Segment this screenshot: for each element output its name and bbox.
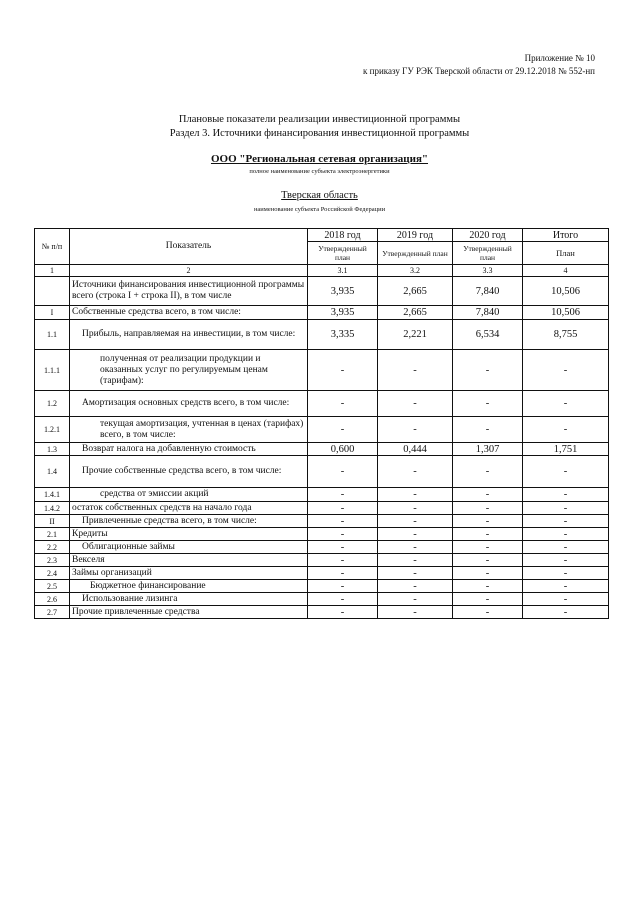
header-num: № п/п <box>35 229 70 265</box>
row-indicator: Облигационные займы <box>70 541 308 554</box>
value-total: - <box>523 488 609 502</box>
value-2020: - <box>453 606 523 619</box>
row-number: 1.2.1 <box>35 417 70 443</box>
value-2020: - <box>453 554 523 567</box>
col-number: 3.2 <box>378 265 453 277</box>
row-number: 1.1 <box>35 320 70 350</box>
column-numbers-row <box>35 265 609 277</box>
value-2019: 2,665 <box>378 306 453 320</box>
row-indicator: Источники финансирования инвестиционной программы всего (строка I + строка II), в том числе <box>70 277 308 306</box>
value-total: - <box>523 391 609 417</box>
value-total: - <box>523 606 609 619</box>
value-2019: - <box>378 456 453 488</box>
row-indicator: Амортизация основных средств всего, в том числе: <box>70 391 308 417</box>
value-2018: - <box>308 391 378 417</box>
row-number: 2.2 <box>35 541 70 554</box>
value-2019: - <box>378 541 453 554</box>
row-indicator: текущая амортизация, учтенная в ценах (тарифах) всего, в том числе: <box>70 417 308 443</box>
table-row <box>35 391 609 417</box>
value-total: - <box>523 580 609 593</box>
row-indicator: Прибыль, направляемая на инвестиции, в том числе: <box>70 320 308 350</box>
organization-caption: полное наименование субъекта электроэнергетики <box>249 168 390 175</box>
value-total: - <box>523 350 609 391</box>
row-number: 2.6 <box>35 593 70 606</box>
table-row <box>35 528 609 541</box>
value-2020: - <box>453 528 523 541</box>
value-2019: - <box>378 554 453 567</box>
header-2019: 2019 год <box>378 229 453 242</box>
table-row <box>35 320 609 350</box>
value-2020: - <box>453 350 523 391</box>
row-indicator: полученная от реализации продукции и оказанных услуг по регулируемым ценам (тарифам): <box>70 350 308 391</box>
row-number: 1.4 <box>35 456 70 488</box>
value-total: - <box>523 502 609 515</box>
value-total: - <box>523 567 609 580</box>
value-2020: - <box>453 541 523 554</box>
region-name: Тверская область <box>281 190 358 201</box>
financing-sources-table <box>34 228 609 619</box>
value-2020: - <box>453 580 523 593</box>
value-2020: 1,307 <box>453 443 523 456</box>
row-indicator: Прочие собственные средства всего, в том числе: <box>70 456 308 488</box>
value-2019: - <box>378 488 453 502</box>
appendix-order-reference: к приказу ГУ РЭК Тверской области от 29.12.2018 № 552-нп <box>363 66 595 76</box>
section-title: Раздел 3. Источники финансирования инвестиционной программы <box>169 128 470 139</box>
value-2018: 3,935 <box>308 306 378 320</box>
value-total: - <box>523 515 609 528</box>
value-2019: - <box>378 593 453 606</box>
header-2018-approved: Утвержденный план <box>308 242 378 265</box>
value-2019: - <box>378 528 453 541</box>
value-2020: - <box>453 488 523 502</box>
value-2018: 3,935 <box>308 277 378 306</box>
value-2018: - <box>308 456 378 488</box>
value-2019: 0,444 <box>378 443 453 456</box>
col-number: 2 <box>70 265 308 277</box>
table-row <box>35 515 609 528</box>
table-row <box>35 456 609 488</box>
value-total: - <box>523 541 609 554</box>
value-total: - <box>523 593 609 606</box>
table-row <box>35 417 609 443</box>
row-indicator: Займы организаций <box>70 567 308 580</box>
value-2020: - <box>453 502 523 515</box>
table-row <box>35 306 609 320</box>
row-indicator: Кредиты <box>70 528 308 541</box>
value-total: - <box>523 417 609 443</box>
value-2019: - <box>378 515 453 528</box>
row-indicator: средства от эмиссии акций <box>70 488 308 502</box>
document-title: Плановые показатели реализации инвестиционной программы <box>178 114 461 125</box>
value-2019: - <box>378 580 453 593</box>
value-2019: - <box>378 417 453 443</box>
value-2018: - <box>308 528 378 541</box>
table-row <box>35 554 609 567</box>
table-row <box>35 502 609 515</box>
value-total: 1,751 <box>523 443 609 456</box>
value-total: 8,755 <box>523 320 609 350</box>
header-2020: 2020 год <box>453 229 523 242</box>
table-row <box>35 488 609 502</box>
row-indicator: Привлеченные средства всего, в том числе: <box>70 515 308 528</box>
value-2020: - <box>453 515 523 528</box>
row-indicator: Прочие привлеченные средства <box>70 606 308 619</box>
value-2018: 3,335 <box>308 320 378 350</box>
value-2020: 6,534 <box>453 320 523 350</box>
value-2019: - <box>378 567 453 580</box>
organization-name: ООО "Региональная сетевая организация" <box>210 153 429 165</box>
value-total: 10,506 <box>523 277 609 306</box>
value-2018: - <box>308 502 378 515</box>
region-caption: наименование субъекта Российской Федерации <box>253 206 386 213</box>
row-number: 1.4.2 <box>35 502 70 515</box>
col-number: 4 <box>523 265 609 277</box>
row-number: 2.7 <box>35 606 70 619</box>
row-number: 2.1 <box>35 528 70 541</box>
row-indicator: Собственные средства всего, в том числе: <box>70 306 308 320</box>
row-number: 2.5 <box>35 580 70 593</box>
value-2019: - <box>378 502 453 515</box>
row-indicator: Векселя <box>70 554 308 567</box>
header-2018: 2018 год <box>308 229 378 242</box>
value-2020: - <box>453 391 523 417</box>
table-row <box>35 350 609 391</box>
row-indicator: Бюджетное финансирование <box>70 580 308 593</box>
col-number: 1 <box>35 265 70 277</box>
table-row <box>35 541 609 554</box>
value-2018: - <box>308 554 378 567</box>
value-2020: 7,840 <box>453 306 523 320</box>
value-2020: 7,840 <box>453 277 523 306</box>
value-total: - <box>523 554 609 567</box>
header-total-plan: План <box>523 242 609 265</box>
value-2018: - <box>308 488 378 502</box>
row-number <box>35 277 70 306</box>
value-2020: - <box>453 593 523 606</box>
value-2019: - <box>378 391 453 417</box>
value-total: 10,506 <box>523 306 609 320</box>
header-2019-approved: Утвержденный план <box>378 242 453 265</box>
col-number: 3.3 <box>453 265 523 277</box>
table-row <box>35 606 609 619</box>
header-2020-approved: Утвержденный план <box>453 242 523 265</box>
value-2019: 2,221 <box>378 320 453 350</box>
row-number: 1.1.1 <box>35 350 70 391</box>
table-row <box>35 593 609 606</box>
header-row-years <box>35 229 609 242</box>
table-row <box>35 277 609 306</box>
value-2018: - <box>308 606 378 619</box>
row-number: 2.4 <box>35 567 70 580</box>
row-number: 1.4.1 <box>35 488 70 502</box>
row-number: 1.3 <box>35 443 70 456</box>
value-2018: - <box>308 593 378 606</box>
value-2018: - <box>308 567 378 580</box>
value-2020: - <box>453 567 523 580</box>
row-indicator: Возврат налога на добавленную стоимость <box>70 443 308 456</box>
value-2018: - <box>308 541 378 554</box>
table-row <box>35 567 609 580</box>
row-number: 2.3 <box>35 554 70 567</box>
table-row <box>35 580 609 593</box>
value-2018: - <box>308 515 378 528</box>
value-2020: - <box>453 417 523 443</box>
row-number: 1.2 <box>35 391 70 417</box>
value-2019: - <box>378 350 453 391</box>
value-total: - <box>523 528 609 541</box>
value-total: - <box>523 456 609 488</box>
appendix-number: Приложение № 10 <box>524 53 595 63</box>
row-indicator: остаток собственных средств на начало года <box>70 502 308 515</box>
header-total: Итого <box>523 229 609 242</box>
col-number: 3.1 <box>308 265 378 277</box>
row-indicator: Использование лизинга <box>70 593 308 606</box>
value-2019: - <box>378 606 453 619</box>
value-2018: - <box>308 417 378 443</box>
value-2018: - <box>308 350 378 391</box>
table-row <box>35 443 609 456</box>
value-2020: - <box>453 456 523 488</box>
value-2019: 2,665 <box>378 277 453 306</box>
value-2018: - <box>308 580 378 593</box>
row-number: I <box>35 306 70 320</box>
row-number: II <box>35 515 70 528</box>
header-indicator: Показатель <box>70 229 308 265</box>
value-2018: 0,600 <box>308 443 378 456</box>
